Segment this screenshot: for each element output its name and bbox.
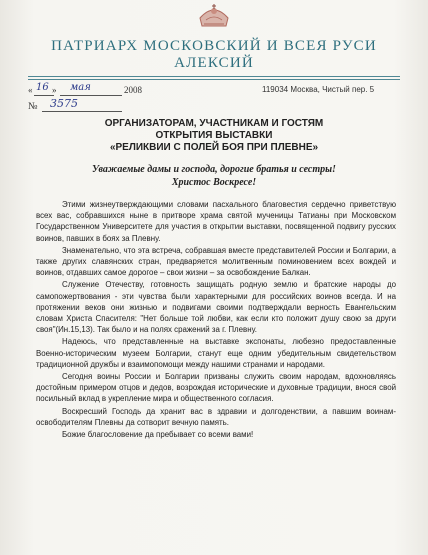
heading-line3: «РЕЛИКВИИ С ПОЛЕЙ БОЯ ПРИ ПЛЕВНЕ»	[109, 142, 319, 153]
paragraph: Этими жизнеутверждающими словами пасхального благовестия сердечно приветствую всех вас, собравшихся ныне в притворе храма святой мученицы Татианы при Московском Государственном Университете для участия в открытии выставки, посвященной подвигу русских воинов, павших в боях за Плевну.	[36, 200, 396, 243]
letterhead-rule	[28, 76, 400, 77]
letter-body	[36, 199, 396, 441]
heading-line2: ОТКРЫТИЯ ВЫСТАВКИ	[155, 130, 273, 141]
date-day-underline	[34, 95, 54, 96]
number-prefix: №	[28, 101, 38, 112]
paragraph: Знаменательно, что эта встреча, собравшая вместе представителей России и Болгарии, а также других славянских стран, предваряется молитвенным поминовением всех вождей и воинов, отдавших самое дорогое – свои жизни – за освобождение Балкан.	[36, 245, 396, 278]
heading-line1: ОРГАНИЗАТОРАМ, УЧАСТНИКАМ И ГОСТЯМ	[104, 118, 324, 129]
number-underline	[42, 111, 122, 112]
date-day: 16	[36, 82, 49, 93]
paragraph: Божие благословение да пребывает со всеми вами!	[62, 430, 254, 440]
greeting-line2: Христос Воскресе!	[171, 177, 257, 188]
greeting-line1: Уважаемые дамы и господа, дорогие братья и сестры!	[92, 164, 336, 175]
date-month-underline	[60, 95, 122, 96]
outgoing-number: 3575	[50, 97, 78, 110]
paragraph: Служение Отечеству, готовность защищать родную землю и братские народы до самопожертвования - эти чувства были характерными для российских воинов всегда. И на протяжении веков они жизнью и подвигами своими подтверждали верность Евангельским словам Христа Спасителя: "Нет больше той любви, как если кто положит душу свою за други своя"(Ин.15,13). Так было и на полях сражений за г. Плевну.	[36, 280, 396, 335]
date-quote-close: »	[52, 85, 57, 95]
paragraph: Воскресший Господь да хранит вас в здравии и долгоденствии, а павшим воинам-освободителям Плевны да сотворит вечную память.	[36, 406, 396, 427]
letterhead-line1: ПАТРИАРХ МОСКОВСКИЙ И ВСЕЯ РУСИ	[51, 38, 377, 54]
patriarch-emblem-icon	[192, 0, 236, 30]
paragraph: Надеюсь, что представленные на выставке экспонаты, любезно предоставленные Военно-историческим музеем Болгарии, станут еще одним убедительным свидетельством традиционной дружбы и взаимопомощи между нашими странами и народами.	[36, 337, 396, 369]
letterhead-rule-thin	[28, 79, 400, 80]
date-quote-open: «	[28, 85, 33, 95]
date-month: мая	[70, 82, 91, 93]
letterhead-line2: АЛЕКСИЙ	[174, 55, 254, 71]
address: 119034 Москва, Чистый пер. 5	[262, 85, 375, 94]
date-year: 2008	[124, 85, 142, 95]
paragraph: Сегодня воины России и Болгарии призваны служить своим народам, вдохновляясь достойным примером отцов и дедов, возрождая исторические и духовные традиции, внося свой посильный вклад в укрепление мира и общественного согласия.	[36, 372, 396, 404]
